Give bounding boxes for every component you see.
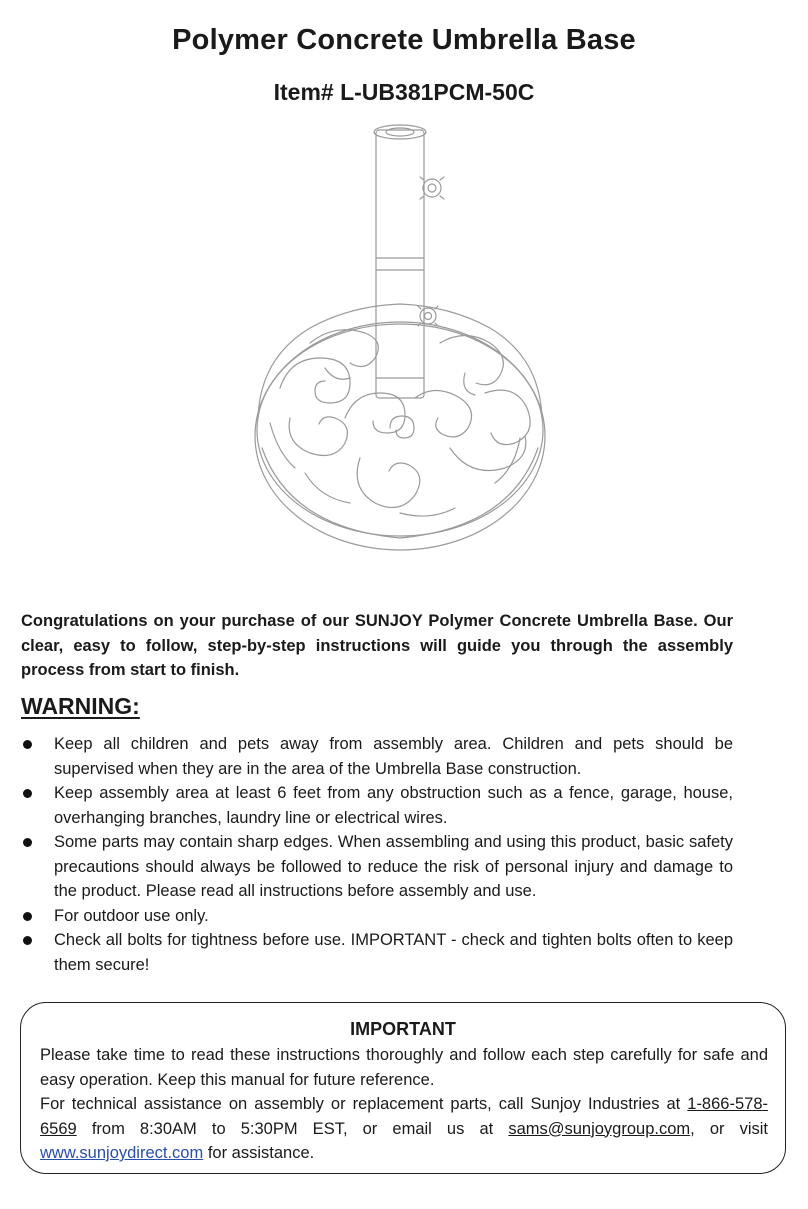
important-heading: IMPORTANT: [350, 1019, 456, 1039]
warning-list: [21, 732, 733, 977]
warning-item: Keep assembly area at least 6 feet from any obstruction such as a fence, garage, house, overhanging branches, laundry line or electrical wires.: [21, 781, 733, 830]
warning-item: Some parts may contain sharp edges. When assembling and using this product, basic safety precautions should always be followed to reduce the risk of personal injury and damage to the product. Please read all instructions before assembly and use.: [21, 830, 733, 904]
bullet-icon: [23, 789, 32, 798]
umbrella-base-illustration: [250, 118, 560, 558]
email-link[interactable]: sams@sunjoygroup.com: [508, 1119, 691, 1138]
warning-item: Check all bolts for tightness before use. IMPORTANT - check and tighten bolts often to keep them secure!: [21, 928, 733, 977]
phone-number[interactable]: 1-866-578-6569: [40, 1095, 768, 1138]
warning-item: Keep all children and pets away from assembly area. Children and pets should be supervised when they are in the area of the Umbrella Base construction.: [21, 732, 733, 781]
warning-heading: WARNING:: [21, 693, 140, 719]
important-notice-box: [20, 1002, 786, 1174]
item-number: Item# L-UB381PCM-50C: [273, 79, 535, 105]
document-title: Polymer Concrete Umbrella Base: [172, 24, 636, 56]
bullet-icon: [23, 838, 32, 847]
important-paragraph-1: Please take time to read these instructions thoroughly and follow each step carefully for safe and easy operation. Keep this manual for future reference.: [40, 1046, 768, 1089]
bullet-icon: [23, 936, 32, 945]
important-paragraph-2: For technical assistance on assembly or replacement parts, call Sunjoy Industries at 1-866-578-6569 from 8:30AM to 5:30PM EST, or email us at sams@sunjoygroup.com, or visit www.sunjoydirect.com for assistance.: [40, 1095, 769, 1162]
intro-paragraph: Congratulations on your purchase of our SUNJOY Polymer Concrete Umbrella Base. Our clear, easy to follow, step-by-step instructions will guide you through the assembly process from start to finish.: [21, 612, 733, 679]
bullet-icon: [23, 740, 32, 749]
bullet-icon: [23, 912, 32, 921]
website-link[interactable]: www.sunjoydirect.com: [40, 1144, 204, 1162]
warning-item: For outdoor use only.: [21, 904, 733, 929]
important-body: [40, 1043, 768, 1166]
